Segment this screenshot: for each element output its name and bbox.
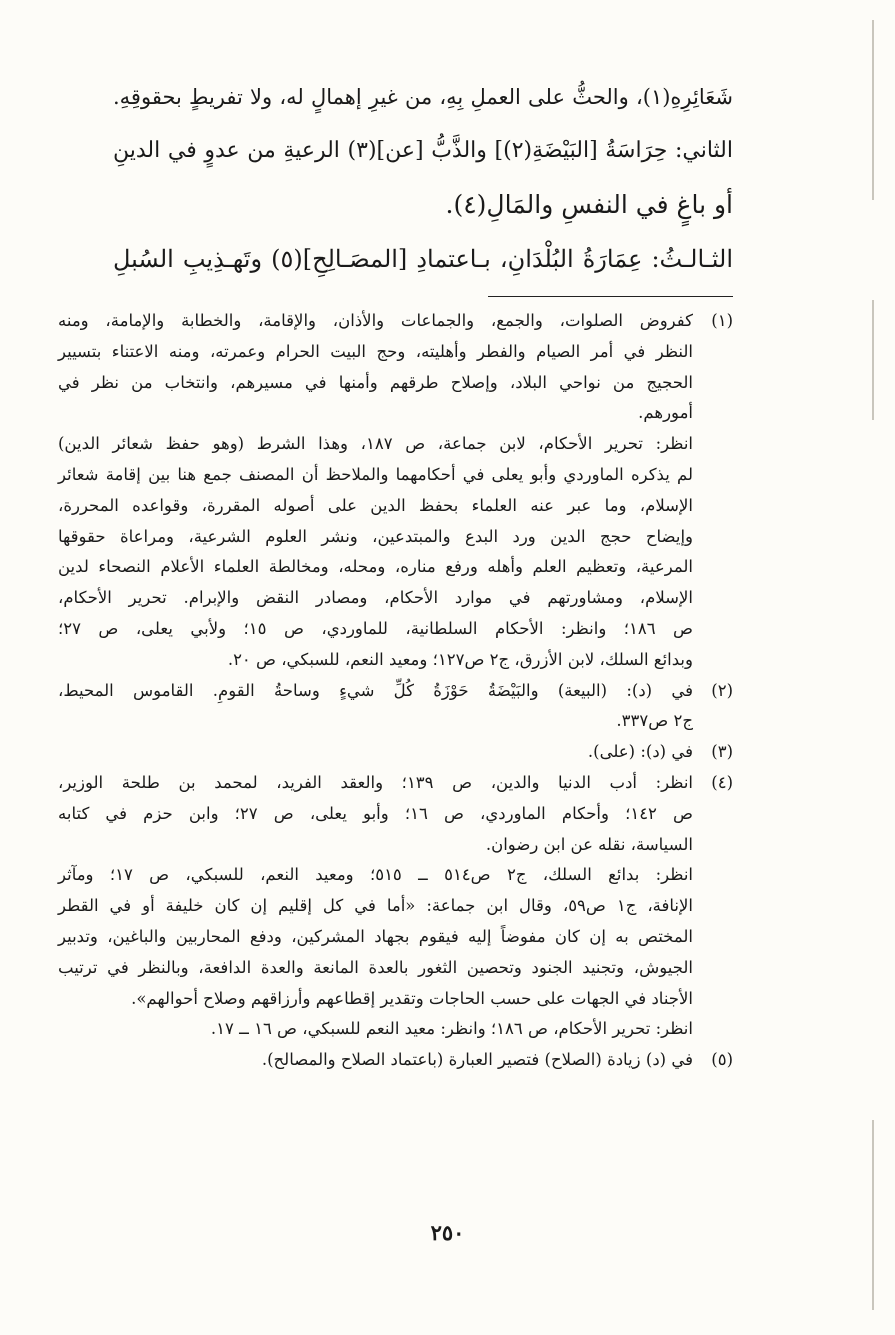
page-number: ٢٥٠ xyxy=(430,1220,465,1245)
footnote-line: انظر: تحرير الأحكام، لابن جماعة، ص ١٨٧، وهذا الشرط (وهو حفظ شعائر الدين) xyxy=(58,434,693,454)
footnote-line: ص ١٤٢؛ وأحكام الماوردي، ص ١٦؛ وأبو يعلى، ص ٢٧؛ وابن حزم في كتابه xyxy=(58,803,693,823)
footnote-number: (٢) xyxy=(711,680,733,700)
footnote-line: انظر: تحرير الأحكام، ص ١٨٦؛ وانظر: معيد النعم للسبكي، ص ١٦ ــ ١٧. xyxy=(210,1019,693,1039)
footnote-2 xyxy=(58,676,733,738)
footnote-number: (٥) xyxy=(711,1050,733,1070)
footnote-line: الإنافة، ج١ ص٥٩، وقال ابن جماعة: «أما في كل إقليم إن كان خليفة أو في القطر xyxy=(58,896,694,916)
footnote-line: النظر في أمر الصيام والفطر وأهليته، وحج البيت الحرام وعمرته، ومنه الاعتناء بتسيير xyxy=(58,341,693,361)
page-edge-mark xyxy=(872,1120,874,1310)
footnote-line: في (د): (البيعة) والبَيْضَةُ حَوْزَةُ كُلِّ شيءٍ وساحةُ القومِ. القاموس المحيط، xyxy=(58,680,693,700)
footnotes xyxy=(58,306,733,1076)
page-edge-mark xyxy=(872,20,874,200)
footnote-line: في (د): (على). xyxy=(587,742,693,762)
footnote-line: أمورهم. xyxy=(638,403,693,423)
footnote-line: الأجناد في الجهات على حسب الحاجات وتقدير إقطاعهم وأرزاقهم وصلاح أحوالهم». xyxy=(131,988,693,1008)
footnote-line: الحجيج من نواحي البلاد، وإصلاح طرقهم وأمنها في مسيرهم، وانتخاب من نظر في xyxy=(58,372,693,392)
footnote-body xyxy=(58,676,693,738)
footnote-number: (٤) xyxy=(711,772,733,792)
footnote-line: وبدائع السلك، لابن الأزرق، ج٢ ص١٢٧؛ ومعيد النعم، للسبكي، ص ٢٠. xyxy=(227,649,693,669)
footnote-separator xyxy=(488,296,733,297)
footnote-body xyxy=(58,768,693,1045)
footnote-line: كفروض الصلوات، والجمع، والجماعات والأذان، والإقامة، والخطابة والإمامة، ومنه xyxy=(58,311,693,330)
main-text-line: الثـالـثُ: عِمَارَةُ البُلْدَانِ، بـاعتمادِ [المصَـالِحِ](٥) وتَهـذِيبِ السُبلِ xyxy=(113,245,734,273)
footnote-5 xyxy=(58,1045,733,1076)
footnote-line: الإسلام، ومشاورتهم في موارد الأحكام، ومصادر النقض والإبرام. تحرير الأحكام، xyxy=(58,588,693,608)
footnote-line: انظر: أدب الدنيا والدين، ص ١٣٩؛ والعقد الفريد، لمحمد بن طلحة الوزير، xyxy=(58,772,693,792)
footnote-line: المرعية، وتعظيم العلم وأهله ورفع مناره، ومحله، ومخالطة العلماء الأعلام النصحاء لدين xyxy=(58,557,693,577)
main-text-line: الثاني: حِرَاسَةُ [البَيْضَةِ(٢)] والذَّبُّ [عن](٣) الرعيةِ من عدوٍ في الدينِ xyxy=(113,138,733,163)
footnote-number: (١) xyxy=(711,311,733,330)
footnote-4 xyxy=(58,768,733,1045)
footnote-line: لم يذكره الماوردي وأبو يعلى في أحكامهما والملاحظ أن المصنف جمع هنا بين إقامة شعائر xyxy=(58,464,693,484)
footnote-line: ج٢ ص٣٣٧. xyxy=(616,711,693,731)
footnote-line: السياسة، نقله عن ابن رضوان. xyxy=(485,834,693,854)
page-edge-mark xyxy=(872,300,874,420)
footnote-body xyxy=(58,1045,693,1076)
footnote-1 xyxy=(58,306,733,676)
footnote-line: الجيوش، وتجنيد الجنود وتحصين الثغور بالعدة المانعة والعدة الدافعة، وبالنظر في ترتيب xyxy=(58,957,693,977)
main-text-line: شَعَائِرِهِ(١)، والحثُّ على العملِ بِهِ، من غيرِ إهمالٍ له، ولا تفريطٍ بحقوقِهِ. xyxy=(113,85,733,109)
main-text-line: أو باغٍ في النفسِ والمَالِ(٤). xyxy=(445,190,733,219)
footnote-line: المختص به إن كان مفوضاً إليه فيقوم بجهاد المشركين، ودفع المحاربين والباغين، وتدبير xyxy=(58,926,693,946)
footnote-line: انظر: بدائع السلك، ج٢ ص٥١٤ ــ ٥١٥؛ ومعيد النعم، للسبكي، ص ١٧؛ ومآثر xyxy=(58,865,693,885)
footnote-body xyxy=(58,306,693,676)
footnote-line: الإسلام، وما عبر عنه العلماء بحفظ الدين على أصوله المقررة، وقواعده المحررة، xyxy=(58,495,693,515)
footnote-body xyxy=(58,737,693,768)
footnote-number: (٣) xyxy=(711,742,733,762)
footnote-line: في (د) زيادة (الصلاح) فتصير العبارة (باعتماد الصلاح والمصالح). xyxy=(261,1050,693,1070)
footnote-3 xyxy=(58,737,733,768)
footnote-line: وإيضاح حجج الدين ورد البدع والمبتدعين، ونشر العلوم الشرعية، ومراعاة حقوقها xyxy=(58,526,693,546)
main-text xyxy=(113,70,733,286)
footnote-line: ص ١٨٦؛ وانظر: الأحكام السلطانية، للماوردي، ص ١٥؛ ولأبي يعلى، ص ٢٧؛ xyxy=(58,618,693,638)
